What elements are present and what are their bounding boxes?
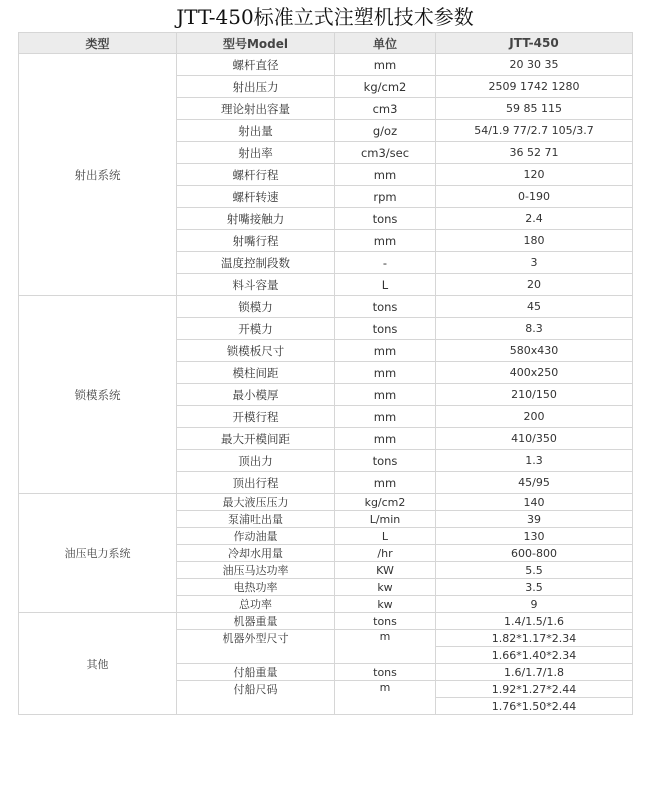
param-value: 45 (436, 296, 633, 318)
param-name: 射嘴行程 (177, 230, 335, 252)
param-name: 泵浦吐出量 (177, 511, 335, 528)
param-value: 1.3 (436, 450, 633, 472)
param-value: 2.4 (436, 208, 633, 230)
param-value: 1.92*1.27*2.44 (436, 681, 633, 698)
param-unit: m (335, 681, 436, 715)
param-value: 20 30 35 (436, 54, 633, 76)
param-name: 顶出行程 (177, 472, 335, 494)
param-unit: L (335, 528, 436, 545)
param-value: 45/95 (436, 472, 633, 494)
param-unit: mm (335, 230, 436, 252)
param-value: 2509 1742 1280 (436, 76, 633, 98)
param-value: 39 (436, 511, 633, 528)
param-unit: kg/cm2 (335, 494, 436, 511)
header-value: JTT-450 (436, 33, 633, 54)
param-value: 400x250 (436, 362, 633, 384)
param-value: 36 52 71 (436, 142, 633, 164)
param-unit: mm (335, 384, 436, 406)
param-unit: mm (335, 472, 436, 494)
param-name: 油压马达功率 (177, 562, 335, 579)
param-unit: tons (335, 296, 436, 318)
header-category: 类型 (19, 33, 177, 54)
param-unit: cm3 (335, 98, 436, 120)
param-value: 140 (436, 494, 633, 511)
param-unit: rpm (335, 186, 436, 208)
param-name: 射出量 (177, 120, 335, 142)
param-name: 模柱间距 (177, 362, 335, 384)
param-name: 冷却水用量 (177, 545, 335, 562)
param-value: 3 (436, 252, 633, 274)
param-unit: mm (335, 164, 436, 186)
param-value: 210/150 (436, 384, 633, 406)
section-category: 射出系统 (19, 54, 177, 296)
param-unit: mm (335, 340, 436, 362)
param-unit: mm (335, 428, 436, 450)
param-unit: L/min (335, 511, 436, 528)
section-category: 其他 (19, 613, 177, 715)
param-value: 8.3 (436, 318, 633, 340)
param-name: 料斗容量 (177, 274, 335, 296)
spec-table (18, 32, 633, 715)
param-unit: g/oz (335, 120, 436, 142)
param-name: 射出压力 (177, 76, 335, 98)
param-name: 射嘴接触力 (177, 208, 335, 230)
param-value: 1.4/1.5/1.6 (436, 613, 633, 630)
header-model: 型号Model (177, 33, 335, 54)
param-unit: /hr (335, 545, 436, 562)
param-unit: tons (335, 318, 436, 340)
param-unit: m (335, 630, 436, 664)
header-unit: 单位 (335, 33, 436, 54)
param-value: 1.6/1.7/1.8 (436, 664, 633, 681)
param-name: 锁模力 (177, 296, 335, 318)
section-category: 锁模系统 (19, 296, 177, 494)
param-unit: mm (335, 362, 436, 384)
header-row (19, 33, 633, 54)
param-unit: kw (335, 596, 436, 613)
table-row (19, 494, 633, 511)
param-unit: - (335, 252, 436, 274)
param-value: 200 (436, 406, 633, 428)
param-name: 锁模板尺寸 (177, 340, 335, 362)
param-name: 螺杆行程 (177, 164, 335, 186)
param-name: 开模行程 (177, 406, 335, 428)
param-name: 最小模厚 (177, 384, 335, 406)
param-value: 9 (436, 596, 633, 613)
param-name: 机器重量 (177, 613, 335, 630)
param-name: 理论射出容量 (177, 98, 335, 120)
param-name: 射出率 (177, 142, 335, 164)
param-value: 1.76*1.50*2.44 (436, 698, 633, 715)
param-value: 1.82*1.17*2.34 (436, 630, 633, 647)
page-title: JTT-450标准立式注塑机技术参数 (176, 5, 474, 29)
table-row (19, 54, 633, 76)
param-value: 1.66*1.40*2.34 (436, 647, 633, 664)
param-unit: tons (335, 613, 436, 630)
param-unit: L (335, 274, 436, 296)
param-name: 开模力 (177, 318, 335, 340)
param-value: 600-800 (436, 545, 633, 562)
param-name: 最大液压压力 (177, 494, 335, 511)
param-unit: KW (335, 562, 436, 579)
param-unit: tons (335, 208, 436, 230)
param-unit: kg/cm2 (335, 76, 436, 98)
table-row (19, 613, 633, 630)
param-value: 180 (436, 230, 633, 252)
param-value: 54/1.9 77/2.7 105/3.7 (436, 120, 633, 142)
param-name: 总功率 (177, 596, 335, 613)
section-category: 油压电力系统 (19, 494, 177, 613)
param-name: 机器外型尺寸 (177, 630, 335, 664)
param-value: 3.5 (436, 579, 633, 596)
param-value: 0-190 (436, 186, 633, 208)
param-unit: kw (335, 579, 436, 596)
param-unit: cm3/sec (335, 142, 436, 164)
param-unit: tons (335, 450, 436, 472)
param-value: 20 (436, 274, 633, 296)
param-name: 螺杆转速 (177, 186, 335, 208)
param-value: 120 (436, 164, 633, 186)
param-unit: tons (335, 664, 436, 681)
param-name: 温度控制段数 (177, 252, 335, 274)
param-value: 5.5 (436, 562, 633, 579)
param-name: 作动油量 (177, 528, 335, 545)
param-name: 付船重量 (177, 664, 335, 681)
param-value: 580x430 (436, 340, 633, 362)
table-row (19, 296, 633, 318)
param-value: 410/350 (436, 428, 633, 450)
param-name: 最大开模间距 (177, 428, 335, 450)
param-name: 螺杆直径 (177, 54, 335, 76)
param-value: 59 85 115 (436, 98, 633, 120)
param-name: 付船尺码 (177, 681, 335, 715)
param-value: 130 (436, 528, 633, 545)
param-unit: mm (335, 406, 436, 428)
param-name: 电热功率 (177, 579, 335, 596)
param-unit: mm (335, 54, 436, 76)
param-name: 顶出力 (177, 450, 335, 472)
